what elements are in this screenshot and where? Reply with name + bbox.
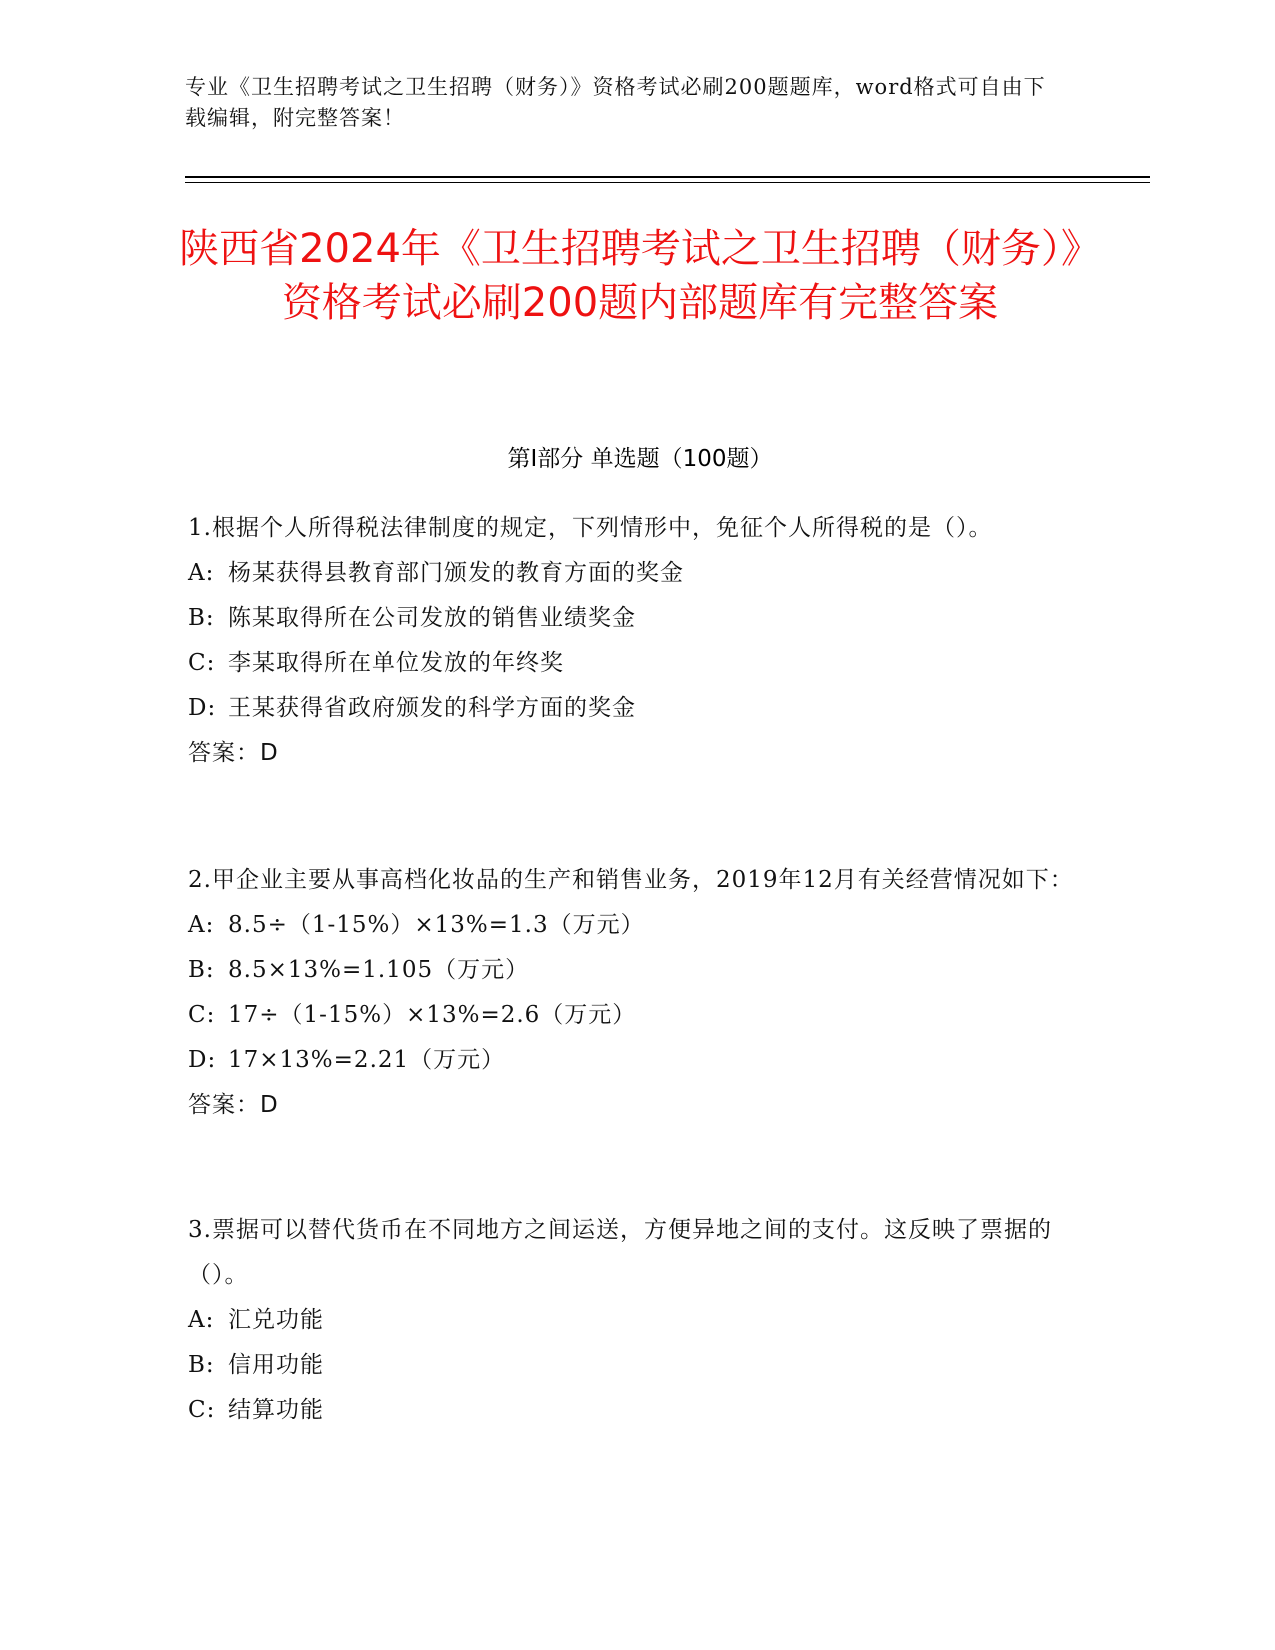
answer: 答案：D xyxy=(188,1092,279,1118)
section-title: 第Ⅰ部分 单选题（100题） xyxy=(507,446,773,472)
option-b: B: 信用功能 xyxy=(188,1352,324,1378)
option-c: C: 结算功能 xyxy=(188,1397,324,1423)
option-c: C: 李某取得所在单位发放的年终奖 xyxy=(188,650,564,676)
option-a: A: 8.5÷（1-15%）×13%=1.3（万元） xyxy=(188,912,645,938)
option-c: C: 17÷（1-15%）×13%=2.6（万元） xyxy=(188,1002,637,1028)
question-stem: 3.票据可以替代货币在不同地方之间运送，方便异地之间的支付。这反映了票据的（）。 xyxy=(188,1217,1052,1288)
question-stem: 1.根据个人所得税法律制度的规定，下列情形中，免征个人所得税的是（）。 xyxy=(188,515,993,541)
header-rule-thin xyxy=(185,182,1150,183)
question-2 xyxy=(188,858,1088,1128)
option-b: B: 8.5×13%=1.105（万元） xyxy=(188,957,530,983)
question-1 xyxy=(188,506,1088,776)
question-stem: 2.甲企业主要从事高档化妆品的生产和销售业务，2019年12月有关经营情况如下： xyxy=(188,867,1074,893)
option-d: D: 17×13%=2.21（万元） xyxy=(188,1047,506,1073)
option-a: A: 汇兑功能 xyxy=(188,1307,324,1333)
header-rule xyxy=(185,176,1150,178)
option-b: B: 陈某取得所在公司发放的销售业绩奖金 xyxy=(188,605,636,631)
page-title: 陕西省2024年《卫生招聘考试之卫生招聘（财务）》资格考试必刷200题内部题库有完整答案 xyxy=(179,226,1101,326)
header-note: 专业《卫生招聘考试之卫生招聘（财务）》资格考试必刷200题题库，word格式可自由下载编辑，附完整答案！ xyxy=(185,75,1046,130)
option-d: D: 王某获得省政府颁发的科学方面的奖金 xyxy=(188,695,636,721)
option-a: A: 杨某获得县教育部门颁发的教育方面的奖金 xyxy=(188,560,684,586)
question-3 xyxy=(188,1208,1088,1433)
answer: 答案：D xyxy=(188,740,279,766)
